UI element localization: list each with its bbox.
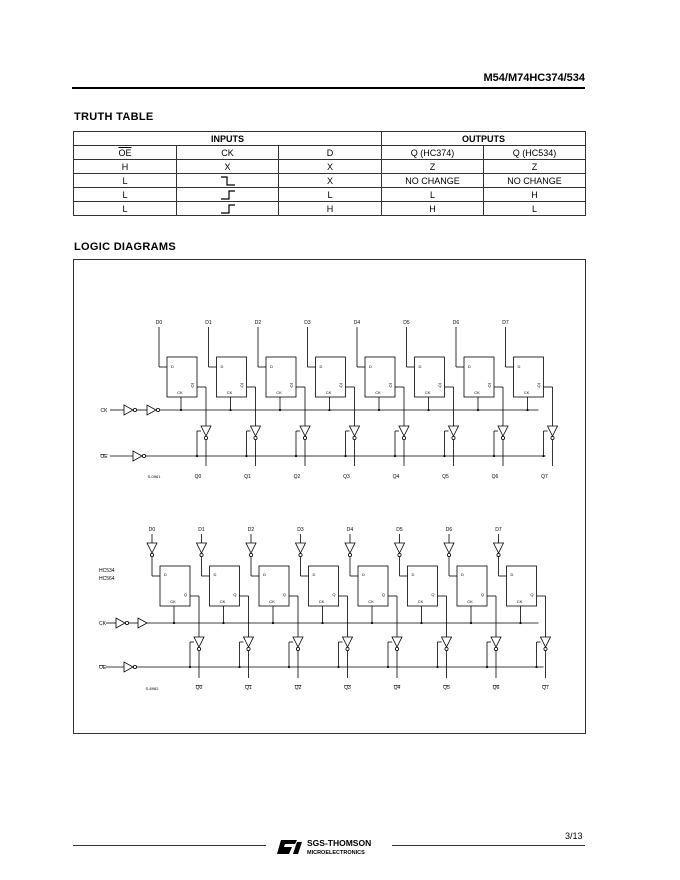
input-buffer-icon [147,543,157,553]
ff-ck-label: CK [325,390,332,395]
inversion-bubble [494,647,497,650]
diagram-ref-label-b: S-6962 [145,686,159,691]
output-label-q3: Q3 [343,474,350,480]
inversion-bubble [346,647,349,650]
ff-q-label: Q [183,592,187,597]
junction-dot [272,622,274,624]
cell-q374: L [382,188,484,202]
logo-line1: SGS-THOMSON [307,838,372,848]
ff-d-label: D [411,572,415,577]
junction-dot [387,666,389,668]
junction-dot [378,409,380,411]
oe-input-label-b: OE [99,665,107,671]
logo-line2: MICROELECTRONICS [307,850,365,856]
output-label-b-q5: Q5 [443,685,450,691]
output-label-b-q0: Q0 [195,685,203,691]
ff-q-label: Q [537,383,541,388]
input-buffer-icon [444,543,454,553]
output-buffer-icon [194,637,204,647]
ff-d-label: D [517,364,521,369]
ff-ck-label: CK [474,390,480,395]
inversion-bubble [125,621,128,624]
cell-d: X [279,160,382,174]
input-buffer-icon [345,543,355,553]
ff-q-label: Q [339,383,343,388]
ff-ck-label: CK [226,390,233,395]
table-row [74,188,586,202]
inversion-bubble [150,553,153,556]
table-row [74,202,586,216]
junction-dot [420,622,422,624]
truth-table-group-row [74,132,586,146]
junction-dot [180,409,182,411]
cell-oe: L [74,174,177,188]
ff-q-label: Q [282,592,286,597]
ff-q-label: Q [289,383,293,388]
ck-input-label: CK [100,408,108,414]
outputs-group-header: OUTPUTS [382,132,586,146]
ff-q-label: Q [240,383,244,388]
inversion-bubble [299,553,302,556]
ck-input-label-b: CK [99,621,106,627]
ff-ck-label: CK [170,599,176,604]
junction-dot [337,666,339,668]
junction-dot [344,455,346,457]
junction-dot [222,622,224,624]
output-buffer-icon [449,426,459,436]
ck-buffer-icon [124,405,133,415]
cell-q374: NO CHANGE [382,174,484,188]
output-label-b-q4: Q4 [393,685,401,691]
input-label-b-d1: D1 [198,527,205,533]
oe-buffer-icon [133,451,142,461]
ff-d-label: D [263,572,266,577]
part-label-hc534: HC534 [99,568,115,574]
ff-d-label: D [220,364,224,369]
inversion-bubble [156,408,159,411]
junction-dot [321,622,323,624]
inversion-bubble [402,436,405,439]
col-header-q534: Q (HC534) [484,146,586,160]
inversion-bubble [497,553,500,556]
inversion-bubble [204,436,207,439]
output-label-b-q3: Q3 [344,685,351,691]
ff-q-label: Q [190,383,194,388]
junction-dot [470,622,472,624]
ff-ck-label: CK [276,390,282,395]
ff-ck-label: CK [424,390,431,395]
output-buffer-icon [498,426,508,436]
input-buffer-icon [494,543,504,553]
output-buffer-icon [293,637,303,647]
ff-q-label: Q [438,383,442,388]
output-buffer-icon [251,426,261,436]
col-header-ck: CK [177,146,279,160]
inversion-bubble [133,665,136,668]
st-logo-icon [277,840,302,854]
col-header-oe: $\overline{OE}$ [74,146,177,160]
ff-q-label: Q [381,592,385,597]
output-buffer-icon [442,637,452,647]
ff-d-label: D [468,364,471,369]
junction-dot [229,409,231,411]
ff-ck-label: CK [375,390,381,395]
junction-dot [519,622,521,624]
inversion-bubble [445,647,448,650]
cell-ck [177,174,279,188]
oe-buffer-icon [124,662,133,672]
output-label-q4: Q4 [392,474,400,480]
input-label-d1: D1 [205,320,212,326]
ff-ck-label: CK [318,599,325,604]
cell-q534: NO CHANGE [484,174,586,188]
cell-q534: H [484,188,586,202]
col-header-q374: Q (HC374) [382,146,484,160]
ff-q-label: Q [431,592,435,597]
input-label-d6: D6 [452,320,460,326]
output-buffer-icon [300,426,310,436]
ff-d-label: D [213,572,217,577]
rising-edge-icon [221,190,235,200]
junction-dot [328,409,330,411]
cell-d: L [279,188,382,202]
junction-dot [477,409,479,411]
document-header-title: M54/M74HC374/534 [483,72,585,84]
cell-oe: L [74,188,177,202]
junction-dot [371,622,373,624]
rising-edge-icon [221,204,235,214]
cell-q534: L [484,202,586,216]
diagram-ref-label: S-0961 [147,474,161,479]
footer-rule-right [392,845,585,846]
output-buffer-icon [244,637,254,647]
junction-dot [238,666,240,668]
truth-table-title: TRUTH TABLE [74,111,154,123]
cell-d: H [279,202,382,216]
output-label-q7: Q7 [541,474,548,480]
inversion-bubble [551,436,554,439]
junction-dot [535,666,537,668]
input-buffer-icon [395,543,405,553]
logic-diagrams-title: LOGIC DIAGRAMS [74,241,176,253]
junction-dot [526,409,528,411]
output-buffer-icon [392,637,402,647]
page-number: 3/13 [565,831,583,841]
output-label-q2: Q2 [293,474,301,480]
junction-dot [394,455,396,457]
ff-ck-label: CK [523,390,530,395]
ff-d-label: D [319,364,323,369]
ff-q-label: Q [530,592,534,597]
input-buffer-icon [246,543,256,553]
ff-q-label: Q [332,592,336,597]
input-label-b-d7: D7 [495,527,502,533]
cell-d: X [279,174,382,188]
logic-diagram-frame [73,259,586,734]
truth-table-header-row [74,146,586,160]
junction-dot [486,666,488,668]
cell-ck: X [177,160,279,174]
input-label-b-d4: D4 [346,527,354,533]
output-label-b-q6: Q6 [492,685,500,691]
ff-d-label: D [171,364,174,369]
cell-ck [177,188,279,202]
inversion-bubble [296,647,299,650]
ff-ck-label: CK [467,599,473,604]
input-label-b-d2: D2 [247,527,255,533]
inversion-bubble [452,436,455,439]
inversion-bubble [200,553,203,556]
input-label-b-d3: D3 [297,527,304,533]
ff-ck-label: CK [177,390,183,395]
cell-ck [177,202,279,216]
output-label-q0: Q0 [194,474,202,480]
input-label-b-d0: D0 [148,527,156,533]
inversion-bubble [249,553,252,556]
junction-dot [493,455,495,457]
ff-q-label: Q [233,592,237,597]
input-label-d5: D5 [403,320,410,326]
cell-q374: H [382,202,484,216]
inversion-bubble [395,647,398,650]
col-header-d: D [279,146,382,160]
output-buffer-icon [491,637,501,647]
inversion-bubble [142,454,145,457]
ff-q-label: Q [480,592,484,597]
input-buffer-icon [296,543,306,553]
junction-dot [173,622,175,624]
ff-d-label: D [270,364,273,369]
ck-buffer-icon [138,618,147,628]
header-rule [72,87,585,89]
ff-ck-label: CK [269,599,275,604]
junction-dot [189,666,191,668]
input-label-d4: D4 [353,320,361,326]
inversion-bubble [501,436,504,439]
ff-d-label: D [510,572,514,577]
table-row [74,174,586,188]
cell-q534: Z [484,160,586,174]
input-label-d2: D2 [254,320,262,326]
cell-oe: L [74,202,177,216]
output-label-q5: Q5 [442,474,449,480]
ff-q-label: Q [487,383,491,388]
truth-table [73,131,586,216]
table-row [74,160,586,174]
output-buffer-icon [548,426,558,436]
falling-edge-icon [221,176,235,186]
output-label-b-q1: Q1 [245,685,252,691]
cell-oe: H [74,160,177,174]
ff-ck-label: CK [368,599,374,604]
ff-d-label: D [312,572,316,577]
output-buffer-icon [343,637,353,647]
inversion-bubble [303,436,306,439]
junction-dot [443,455,445,457]
cell-q374: Z [382,160,484,174]
output-buffer-icon [350,426,360,436]
input-label-d7: D7 [502,320,509,326]
output-buffer-icon [201,426,211,436]
oe-input-label: OE [100,454,108,460]
junction-dot [427,409,429,411]
junction-dot [279,409,281,411]
input-label-b-d6: D6 [445,527,453,533]
sgs-thomson-logo [275,834,385,858]
ff-d-label: D [461,572,464,577]
footer-rule-left [73,845,266,846]
logic-diagram-canvas [74,260,585,733]
output-label-b-q7: Q7 [542,685,549,691]
input-buffer-icon [197,543,207,553]
inversion-bubble [353,436,356,439]
ff-q-label: Q [388,383,392,388]
output-label-b-q2: Q2 [294,685,302,691]
inversion-bubble [254,436,257,439]
inversion-bubble [133,408,136,411]
ck-buffer-icon [147,405,156,415]
inversion-bubble [398,553,401,556]
part-label-hc564: HC564 [99,576,115,582]
junction-dot [542,455,544,457]
inversion-bubble [197,647,200,650]
ff-d-label: D [362,572,365,577]
inputs-group-header: INPUTS [74,132,382,146]
inversion-bubble [447,553,450,556]
inversion-bubble [544,647,547,650]
ff-ck-label: CK [417,599,424,604]
ff-d-label: D [418,364,422,369]
output-buffer-icon [541,637,551,647]
junction-dot [196,455,198,457]
ff-d-label: D [369,364,372,369]
input-label-d0: D0 [155,320,163,326]
output-label-q1: Q1 [244,474,251,480]
ff-ck-label: CK [516,599,523,604]
junction-dot [245,455,247,457]
inversion-bubble [247,647,250,650]
inversion-bubble [348,553,351,556]
junction-dot [288,666,290,668]
ff-d-label: D [164,572,167,577]
output-label-q6: Q6 [491,474,499,480]
ff-ck-label: CK [219,599,226,604]
input-label-d3: D3 [304,320,311,326]
junction-dot [436,666,438,668]
output-buffer-icon [399,426,409,436]
ck-buffer-icon [116,618,125,628]
input-label-b-d5: D5 [396,527,403,533]
junction-dot [295,455,297,457]
